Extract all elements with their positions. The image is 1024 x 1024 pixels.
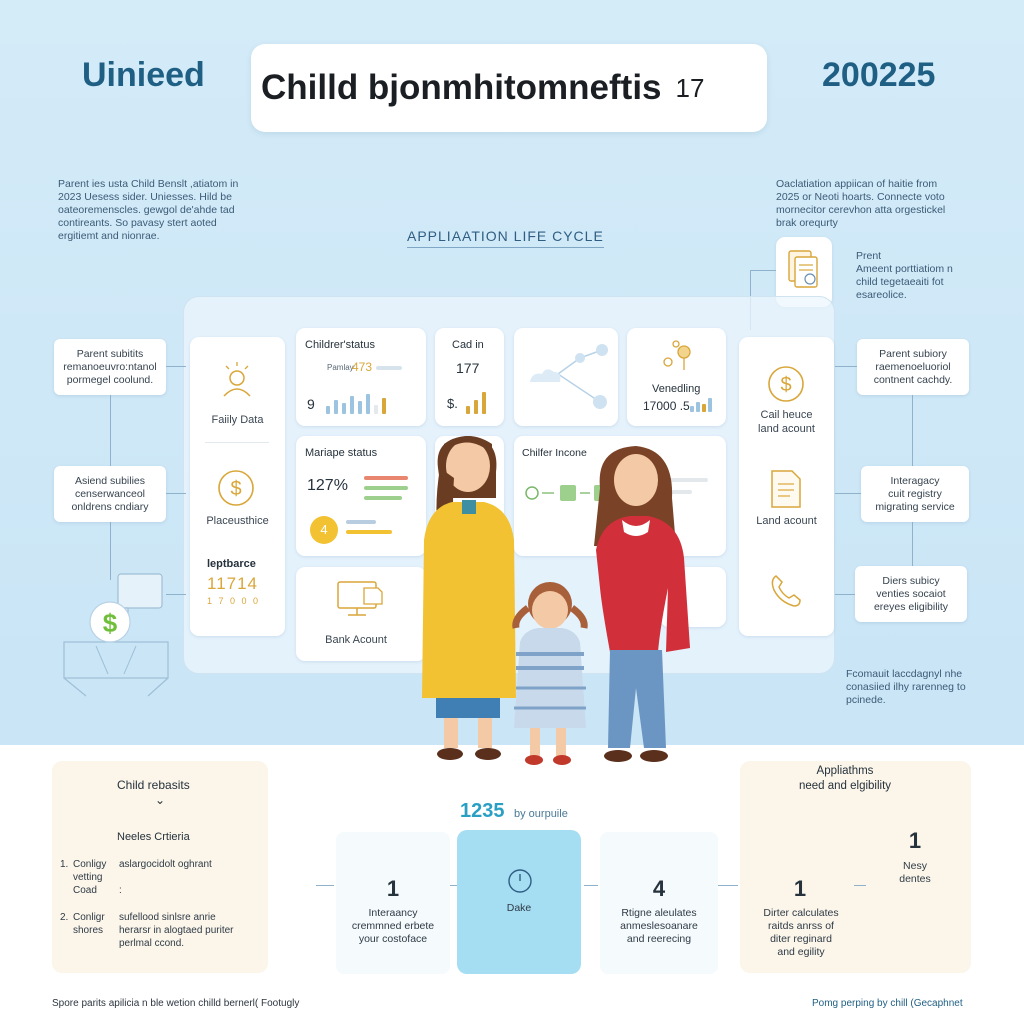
right-note-3 bbox=[855, 566, 967, 622]
connector bbox=[835, 594, 855, 595]
step-line: Nesy bbox=[903, 860, 927, 872]
left-note-1 bbox=[54, 339, 166, 395]
note-line: Parent subiory bbox=[879, 347, 947, 360]
applications-title bbox=[760, 764, 930, 794]
connector bbox=[584, 885, 598, 886]
children-small: Pamlay bbox=[327, 363, 354, 372]
step-line: diter reginard bbox=[770, 933, 832, 945]
bar bbox=[326, 406, 330, 414]
footer-left: Spore parits apilicia n ble wetion chilld bernerl( Footugly bbox=[52, 998, 300, 1009]
page-title: Chilld bjonmhitomneftis bbox=[261, 68, 662, 107]
clock-icon bbox=[507, 868, 533, 894]
note-line: mornecitor cerevhon atta orgestickel bbox=[776, 204, 946, 216]
bar bbox=[342, 403, 346, 414]
card-in-bars bbox=[462, 388, 492, 414]
connector bbox=[166, 366, 186, 367]
children-status-title: Childrer'status bbox=[305, 339, 375, 351]
land-account-label: Land acount bbox=[756, 515, 817, 527]
criteria-key: vetting bbox=[73, 872, 103, 883]
note-line: ergitiemt and nionrae. bbox=[58, 230, 160, 242]
monitor-icon bbox=[334, 578, 386, 620]
criteria-row bbox=[60, 871, 264, 884]
note-line: ereyes eligibility bbox=[873, 600, 949, 613]
step-line: Rtigne aleulates bbox=[621, 907, 697, 919]
note-line: Diers subicy bbox=[882, 574, 940, 587]
criteria-num bbox=[60, 871, 73, 884]
nesy-number: 1 bbox=[908, 828, 922, 853]
bar bbox=[708, 398, 712, 412]
vending-title: Venedling bbox=[652, 383, 701, 395]
svg-text:$: $ bbox=[230, 478, 242, 500]
step-number: 4 bbox=[652, 876, 666, 901]
criteria-num bbox=[60, 884, 73, 897]
criteria-row bbox=[60, 884, 264, 897]
land-account-label: land acount bbox=[758, 423, 815, 435]
svg-text:$: $ bbox=[102, 608, 118, 638]
right-year: 200225 bbox=[822, 56, 936, 94]
note-line: esareolice. bbox=[856, 289, 907, 301]
step-line: cremmned erbete bbox=[351, 920, 435, 932]
step-number: 1 bbox=[793, 876, 807, 901]
criteria-key: Conligr bbox=[73, 912, 105, 923]
document-icon bbox=[768, 468, 804, 510]
criteria-key bbox=[73, 937, 119, 950]
criteria-value: : bbox=[119, 885, 122, 896]
vending-bars bbox=[690, 396, 720, 412]
note-line: Asiend subilies bbox=[74, 474, 146, 487]
criteria-value: perlmal ccond. bbox=[119, 938, 185, 949]
note-line: 2023 Uesess sider. Uniesses. Hild be bbox=[58, 191, 232, 203]
note-line: contireants. So pavasy stert aoted bbox=[58, 217, 217, 229]
card-in-s: $. bbox=[447, 396, 458, 411]
step-text bbox=[746, 907, 856, 959]
criteria-row bbox=[60, 924, 264, 937]
connector bbox=[835, 493, 861, 494]
note-line: 2025 or Neoti hoarts. Connecte voto bbox=[776, 191, 945, 203]
criteria-value: aslargocidolt oghrant bbox=[119, 859, 212, 870]
doc-note bbox=[856, 250, 976, 302]
bar bbox=[334, 400, 338, 414]
card-in-value: 177 bbox=[456, 360, 480, 376]
output-number: 1235 bbox=[460, 800, 505, 822]
dollar-coin-icon bbox=[766, 364, 806, 404]
desk-illustration bbox=[56, 570, 176, 700]
note-line: conasiied ilhy rarenneg to bbox=[846, 681, 966, 693]
note-line: remanoeuvro:ntanol bbox=[63, 360, 157, 373]
vending-value: 17000 .5 bbox=[643, 399, 690, 413]
status-bar bbox=[364, 486, 408, 490]
note-line: venties socaiot bbox=[876, 587, 946, 600]
step-line: anmeslesoanare bbox=[620, 920, 698, 932]
step-line: and egility bbox=[777, 946, 825, 958]
person-icon bbox=[217, 360, 257, 404]
connector bbox=[316, 885, 334, 886]
progress-track bbox=[376, 366, 402, 370]
marriage-value: 127% bbox=[307, 477, 348, 494]
step-line: your costoface bbox=[358, 933, 428, 945]
card-in-title: Cad in bbox=[452, 339, 484, 351]
step-text bbox=[600, 907, 718, 946]
note-line: child tegetaeaiti fot bbox=[856, 276, 944, 288]
note-top-right bbox=[776, 178, 976, 230]
criteria-list bbox=[60, 858, 264, 950]
right-note-1 bbox=[857, 339, 969, 395]
status-bar bbox=[346, 520, 376, 524]
note-line: oateoremenscles. gewgol de'ahde tad bbox=[58, 204, 235, 216]
note-line: cuit registry bbox=[888, 487, 942, 500]
criteria-num bbox=[60, 924, 73, 937]
connector bbox=[718, 885, 738, 886]
phone-icon bbox=[766, 570, 806, 610]
step-line: and reerecing bbox=[626, 933, 692, 945]
footer-right: Pomg perping by chill (Gecaphnet bbox=[812, 998, 963, 1009]
svg-text:$: $ bbox=[780, 374, 792, 396]
note-line: onldrens cndiary bbox=[71, 500, 149, 513]
criteria-title: Neeles Crtieria bbox=[117, 831, 190, 843]
step-line: dentes bbox=[899, 873, 931, 885]
bar bbox=[690, 406, 694, 412]
connector bbox=[912, 522, 913, 566]
title-number: 17 bbox=[675, 72, 705, 103]
note-line: censerwanceol bbox=[74, 487, 146, 500]
criteria-key: shores bbox=[73, 925, 104, 936]
note-line: brak orequrty bbox=[776, 217, 838, 229]
title-line: need and elgibility bbox=[798, 780, 892, 792]
step-line: raitds anrss of bbox=[768, 920, 834, 932]
bar bbox=[374, 405, 378, 414]
rebasits-title: Child rebasits bbox=[117, 778, 190, 792]
note-bottom-right bbox=[846, 668, 986, 707]
bar bbox=[696, 402, 700, 412]
criteria-row bbox=[60, 858, 264, 871]
placeus-label: Placeusthice bbox=[206, 515, 269, 527]
criteria-row bbox=[60, 911, 264, 924]
criteria-value: herarsr in alogtaed puriter bbox=[119, 925, 234, 936]
criteria-num: 1. bbox=[60, 859, 69, 870]
step-text: Dake bbox=[506, 902, 532, 914]
step-box-3[interactable] bbox=[600, 832, 718, 974]
bar bbox=[702, 404, 706, 412]
note-line: Interagacy bbox=[890, 474, 940, 487]
marriage-badge: 4 bbox=[310, 516, 338, 544]
step-line: Dirter calculates bbox=[763, 907, 839, 919]
criteria-value: sufellood sinlsre anrie bbox=[119, 912, 216, 923]
child-income-title: Chilfer Incone bbox=[522, 447, 587, 459]
step-line: Interaancy bbox=[368, 907, 418, 919]
lifecycle-heading: APPLIAATION LIFE CYCLE bbox=[407, 228, 604, 248]
bar bbox=[366, 394, 370, 414]
network-graph-icon bbox=[522, 338, 618, 418]
note-line: Ameent porttiatiom n bbox=[856, 263, 953, 275]
note-line: raemenoeluoriol bbox=[875, 360, 951, 373]
title-box bbox=[251, 44, 767, 132]
connector bbox=[750, 270, 776, 271]
status-bar bbox=[364, 496, 402, 500]
nesy-text bbox=[880, 860, 950, 886]
call-house-label: Cail heuce bbox=[760, 409, 813, 421]
bar bbox=[466, 406, 470, 414]
bar bbox=[482, 392, 486, 414]
connector bbox=[854, 885, 866, 886]
note-line: contnent cachdy. bbox=[873, 373, 953, 386]
criteria-key: Coad bbox=[73, 885, 97, 896]
bar bbox=[382, 398, 386, 414]
marriage-title: Mariape status bbox=[305, 447, 378, 459]
children-bars bbox=[322, 388, 402, 414]
family-illustration bbox=[404, 428, 704, 774]
children-nine: 9 bbox=[307, 396, 315, 412]
dollar-coin-icon bbox=[216, 468, 256, 508]
left-brand: Uinieed bbox=[82, 56, 205, 94]
criteria-num: 2. bbox=[60, 912, 69, 923]
criteria-key: Conligy bbox=[73, 859, 107, 870]
status-bar bbox=[364, 476, 408, 480]
note-line: pcinede. bbox=[846, 694, 886, 706]
step-box-1[interactable] bbox=[336, 832, 450, 974]
leptbarce-sub: 1 7 0 0 0 bbox=[207, 596, 261, 606]
bar bbox=[350, 396, 354, 414]
bar bbox=[474, 400, 478, 414]
connector bbox=[912, 395, 913, 466]
note-line: migrating service bbox=[875, 500, 955, 513]
note-line: Fcomauit laccdagnyl nhe bbox=[846, 668, 963, 680]
leptbarce-value: 11714 bbox=[207, 574, 259, 593]
bank-account-label: Bank Acount bbox=[325, 634, 387, 646]
note-line: Prent bbox=[856, 250, 882, 262]
note-line: Parent ies usta Child Benslt ,atiatom in bbox=[58, 178, 239, 190]
connector bbox=[835, 366, 857, 367]
criteria-num bbox=[60, 937, 73, 950]
note-line: Parent subitits bbox=[76, 347, 144, 360]
note-top-left bbox=[58, 178, 268, 243]
divider bbox=[205, 442, 269, 443]
step-number: 1 bbox=[386, 876, 400, 901]
pin-cluster-icon bbox=[656, 336, 698, 376]
children-value: 473 bbox=[352, 360, 373, 374]
note-line: pormegel coolund. bbox=[66, 373, 154, 386]
leptbarce-label: leptbarce bbox=[207, 558, 256, 570]
step-text bbox=[336, 907, 450, 946]
right-note-2 bbox=[861, 466, 969, 522]
note-line: Oaclatiation appiican of haitie from bbox=[776, 178, 938, 190]
family-data-label: Faiily Data bbox=[211, 414, 264, 426]
bar bbox=[358, 401, 362, 414]
criteria-row bbox=[60, 937, 264, 950]
connector bbox=[166, 493, 186, 494]
status-bar bbox=[346, 530, 392, 534]
title-line: Appliathms bbox=[816, 765, 874, 777]
output-label: by ourpuile bbox=[514, 808, 568, 820]
connector bbox=[110, 395, 111, 466]
left-note-2 bbox=[54, 466, 166, 522]
chevron-down-icon: ⌄ bbox=[155, 793, 166, 807]
